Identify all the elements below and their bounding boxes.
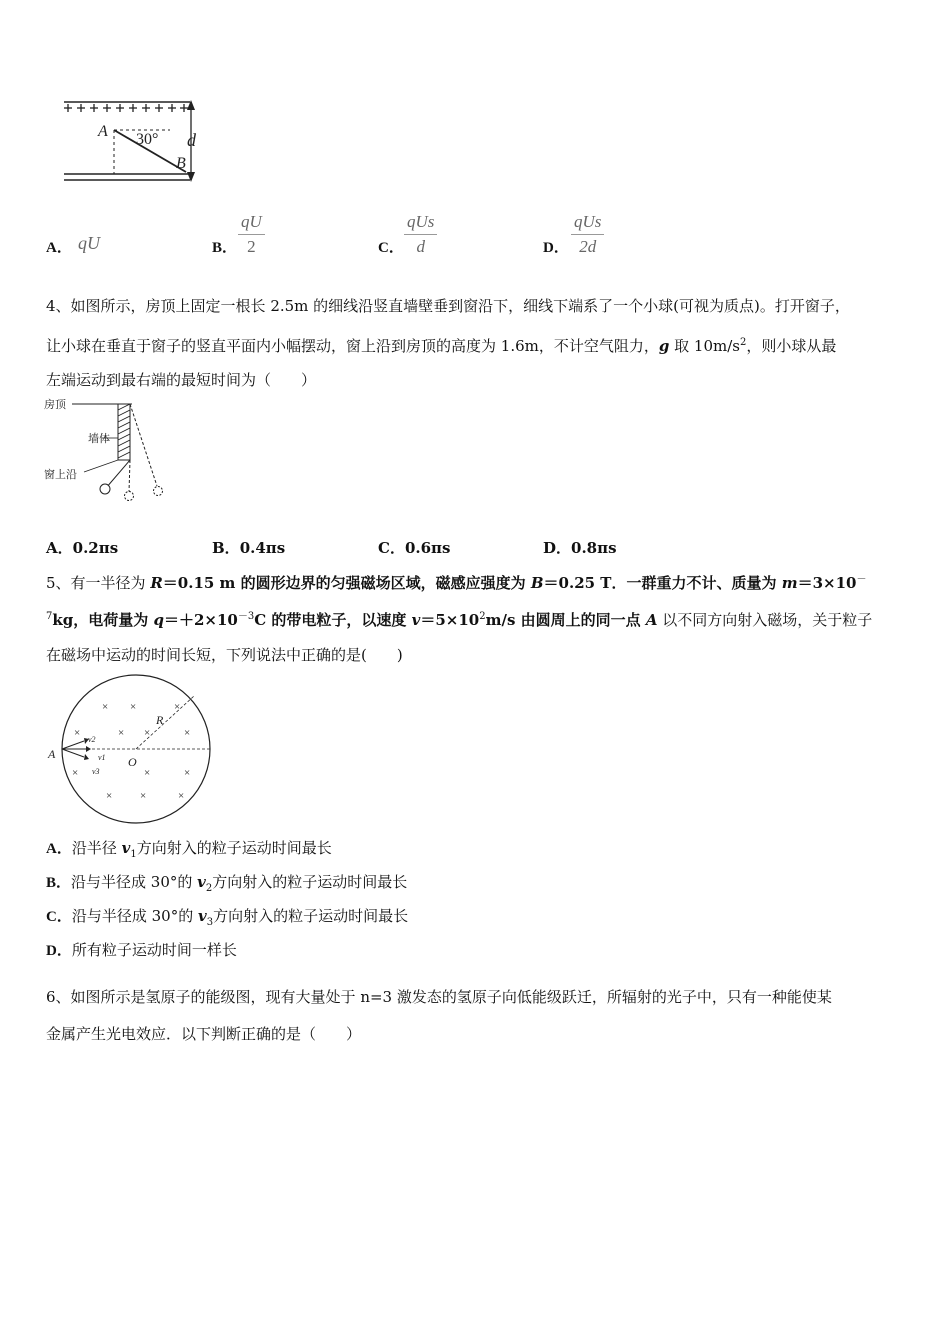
q4-stem-line2 (46, 333, 836, 356)
q5-l2-b: ＝＋2×10 (163, 611, 238, 629)
q5-l1-sup: － (856, 574, 867, 585)
q5-option-d-text: 所有粒子运动时间一样长 (71, 941, 237, 959)
q5-option-a-v: v (121, 839, 131, 857)
q5-l1-c: ＝0.25 T．一群重力不计、质量为 (543, 574, 782, 592)
q4-label-window: 窗上沿 (44, 469, 77, 481)
q5-option-b-pre: 沿与半径成 30°的 (71, 873, 198, 891)
q4-sup: 2 (739, 337, 747, 348)
q4-stem-line3: 左端运动到最右端的最短时间为（ ） (46, 371, 317, 389)
q5-option-c-pre: 沿与半径成 30°的 (71, 907, 198, 925)
cross-mark: × (130, 701, 137, 713)
q4-stem-line2-b: 取 10m/s (669, 337, 740, 355)
q3-option-b-fraction (238, 212, 265, 257)
q5-symbol-b: B (530, 574, 544, 592)
q4-option-c-text: 0.6πs (404, 539, 451, 557)
q5-option-b-post: 方向射入的粒子运动时间最长 (212, 873, 408, 891)
q3-option-c-label: C． (378, 240, 404, 256)
q5-label-v2: v2 (88, 735, 96, 744)
q5-option-a-label: A． (46, 841, 72, 857)
q5-option-c (46, 906, 408, 933)
q3-option-b-num: qU (238, 212, 265, 235)
q5-option-c-post: 方向射入的粒子运动时间最长 (213, 907, 409, 925)
q4-option-d-text: 0.8πs (571, 539, 617, 557)
q5-l2-sup: 7 (46, 611, 53, 622)
q4-figure-pendulum (40, 396, 180, 506)
q5-option-c-v: v (197, 907, 207, 925)
q3-label-d: d (187, 130, 196, 150)
q5-l1-d: ＝3×10 (797, 574, 857, 592)
q5-option-a (46, 838, 332, 865)
q3-option-b-den: 2 (247, 237, 256, 256)
q4-option-d (543, 537, 617, 558)
cross-mark: × (174, 701, 181, 713)
q5-l2-sup3: 2 (479, 611, 486, 622)
q5-symbol-a: A (645, 611, 658, 629)
q5-option-a-pre: 沿半径 (71, 839, 122, 857)
q3-option-a-math: qU (78, 233, 100, 253)
q5-figure-magnetic-field (44, 674, 220, 824)
q5-option-c-label: C． (46, 909, 72, 925)
q3-figure-capacitor (58, 92, 208, 187)
q3-option-d-num: qUs (571, 212, 604, 235)
q5-label-v3: v3 (92, 767, 100, 776)
q3-option-c-den: d (416, 237, 425, 256)
q4-option-d-label: D． (543, 539, 572, 557)
q5-option-c-sub: 3 (206, 917, 214, 928)
q5-option-a-sub: 1 (130, 849, 137, 860)
q3-label-angle: 30° (136, 131, 159, 148)
q5-cross-marks (72, 701, 190, 802)
q3-label-b: B (176, 155, 186, 172)
q4-option-b-text: 0.4πs (239, 539, 286, 557)
q5-stem-line1 (46, 570, 866, 593)
q5-option-d (46, 940, 237, 961)
cross-mark: × (118, 727, 125, 739)
q5-option-a-post: 方向射入的粒子运动时间最长 (136, 839, 332, 857)
cross-mark: × (74, 727, 81, 739)
q4-option-a-text: 0.2πs (72, 539, 119, 557)
q3-option-a-label: A． (46, 240, 72, 256)
q5-option-b (46, 872, 407, 899)
q5-l1-a: 5、有一半径为 (46, 574, 151, 592)
q5-l2-sup2: －3 (237, 611, 255, 622)
q5-stem-line2 (46, 607, 872, 630)
cross-mark: × (184, 727, 191, 739)
q5-symbol-v: v (411, 611, 421, 629)
q5-label-v1: v1 (98, 753, 106, 762)
q5-l2-e: m/s 由圆周上的同一点 (485, 611, 646, 629)
q4-option-a-label: A． (46, 539, 73, 557)
q5-symbol-r: R (150, 574, 163, 592)
cross-mark: × (72, 767, 79, 779)
q3-option-c-fraction (404, 212, 437, 257)
q5-l2-f: 以不同方向射入磁场，关于粒子 (657, 611, 873, 629)
q4-stem-line2-c: ，则小球从最 (746, 337, 837, 355)
cross-mark: × (102, 701, 109, 713)
q5-stem-line3: 在磁场中运动的时间长短，下列说法中正确的是( ) (46, 646, 403, 664)
q4-option-c (378, 537, 450, 558)
q5-label-r: R (156, 713, 164, 727)
q5-l1-b: ＝0.15 m 的圆形边界的匀强磁场区域，磁感应强度为 (162, 574, 531, 592)
q4-option-a (46, 537, 118, 558)
q5-l2-c: C 的带电粒子，以速度 (254, 611, 412, 629)
q5-option-d-label: D． (46, 943, 72, 959)
q5-symbol-m: m (781, 574, 798, 592)
q5-l2-d: ＝5×10 (420, 611, 480, 629)
q5-l2-a: kg，电荷量为 (52, 611, 154, 629)
q5-option-b-v: v (197, 873, 206, 891)
cross-mark: × (184, 767, 191, 779)
q6-stem-line2: 金属产生光电效应．以下判断正确的是（ ） (46, 1025, 362, 1043)
q5-option-b-sub: 2 (205, 883, 213, 894)
q5-label-a: A (48, 747, 56, 761)
q4-g-symbol: g (658, 337, 670, 355)
q3-option-c-num: qUs (404, 212, 437, 235)
q4-label-roof: 房顶 (44, 399, 66, 411)
q4-stem-line2-a: 让小球在垂直于窗子的竖直平面内小幅摆动，窗上沿到房顶的高度为 1.6m，不计空气阻力， (46, 337, 659, 355)
q5-label-o: O (128, 755, 137, 769)
q3-option-d-fraction (571, 212, 604, 257)
cross-mark: × (140, 790, 147, 802)
q3-option-b-label: B． (212, 240, 238, 256)
cross-mark: × (106, 790, 113, 802)
q6-stem-line1: 6、如图所示是氢原子的能级图，现有大量处于 n=3 激发态的氢原子向低能级跃迁，所辐射的光子中，只有一种能使某 (46, 988, 832, 1006)
q3-option-d-den: 2d (579, 237, 597, 256)
cross-mark: × (144, 727, 151, 739)
q4-label-wall: 墙体 (88, 433, 110, 445)
q3-label-a: A (98, 123, 108, 140)
q3-option-d-label: D． (543, 240, 569, 256)
cross-mark: × (178, 790, 185, 802)
cross-mark: × (144, 767, 151, 779)
q4-option-b (212, 537, 285, 558)
q4-option-c-label: C． (378, 539, 405, 557)
q5-symbol-q: q (153, 611, 164, 629)
plus-signs (64, 104, 188, 112)
q4-option-b-label: B． (212, 539, 240, 557)
q4-stem-line1: 4、如图所示，房顶上固定一根长 2.5m 的细线沿竖直墙壁垂到窗沿下，细线下端系了一个小球(可视为质点)。打开窗子， (46, 297, 850, 315)
q5-option-b-label: B． (46, 875, 72, 891)
